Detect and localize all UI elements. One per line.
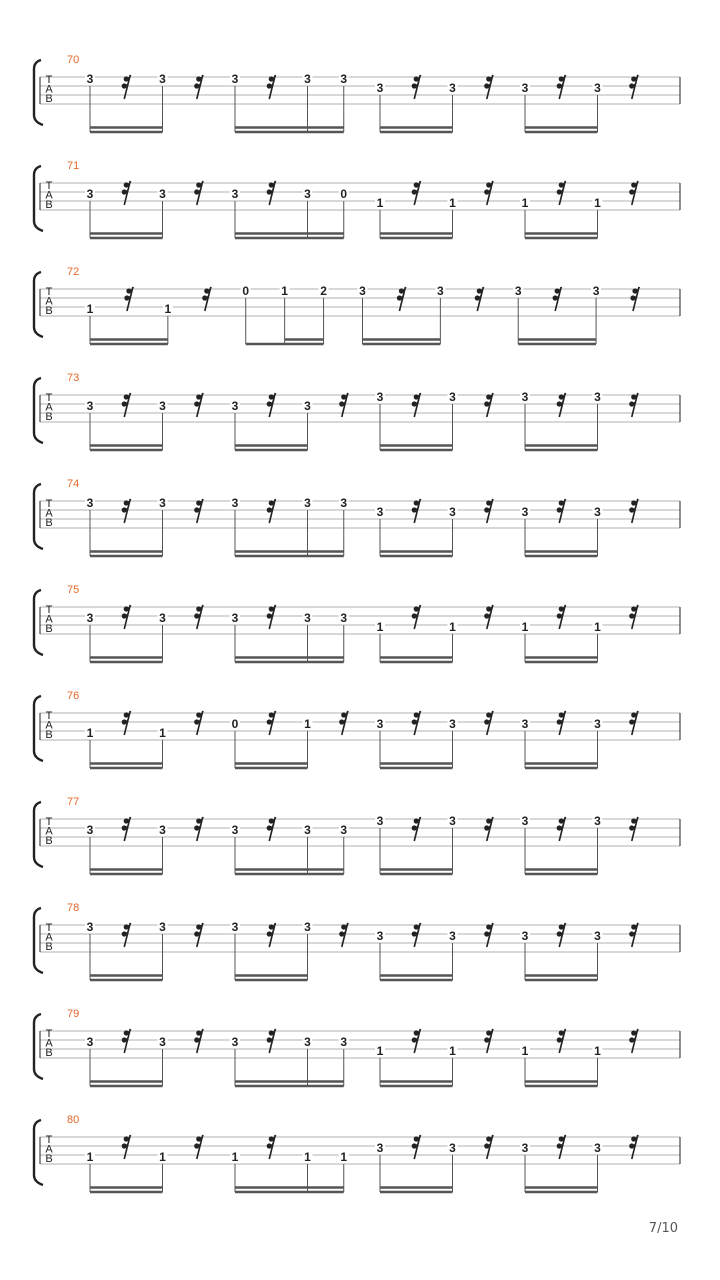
fret-number: 3 — [159, 399, 166, 413]
fret-number: 2 — [320, 284, 327, 298]
fret-number: 3 — [521, 717, 529, 731]
system-bracket — [34, 590, 43, 655]
fret-number: 3 — [304, 187, 311, 201]
fret-number: 3 — [449, 717, 456, 731]
fret-number: 3 — [159, 823, 166, 837]
fret-number: 0 — [231, 717, 239, 731]
fret-number: 3 — [159, 920, 166, 934]
fret-number: 1 — [594, 620, 601, 634]
fret-number: 1 — [86, 726, 94, 740]
fret-number: 3 — [376, 390, 384, 404]
fret-number: 3 — [86, 1035, 94, 1049]
fret-number: 1 — [164, 302, 172, 316]
tab-clef-letter: A — [45, 507, 53, 520]
fret-number: 3 — [376, 814, 384, 828]
system-bracket — [34, 60, 43, 125]
fret-number: 3 — [376, 929, 384, 943]
fret-number: 0 — [242, 284, 250, 298]
fret-number: 3 — [437, 284, 444, 298]
fret-number: 1 — [304, 1150, 311, 1164]
measure-number: 77 — [67, 796, 80, 808]
system-bracket — [34, 696, 43, 761]
system-bracket — [34, 1014, 43, 1079]
fret-number: 1 — [86, 1150, 94, 1164]
fret-number: 3 — [594, 390, 601, 404]
fret-number: 3 — [231, 920, 239, 934]
fret-number: 3 — [449, 390, 456, 404]
tab-clef-letter: B — [45, 1153, 53, 1165]
tab-clef-letter: T — [45, 816, 53, 828]
tab-clef-letter: T — [45, 74, 53, 86]
tab-clef-letter: T — [45, 922, 53, 934]
fret-number: 3 — [594, 81, 601, 95]
fret-number: 1 — [376, 620, 384, 634]
fret-number: 3 — [521, 929, 529, 943]
system-bracket — [34, 378, 43, 443]
tab-clef-letter: T — [45, 710, 53, 722]
measure-number: 73 — [67, 372, 80, 384]
system-bracket — [34, 908, 43, 973]
tab-clef-letter: T — [45, 392, 53, 404]
tab-clef-letter: A — [45, 1037, 53, 1050]
fret-number: 3 — [340, 611, 348, 625]
fret-number: 3 — [449, 929, 456, 943]
system-bracket — [34, 802, 43, 867]
fret-number: 1 — [594, 196, 601, 210]
fret-number: 3 — [86, 611, 94, 625]
fret-number: 3 — [304, 823, 311, 837]
tab-clef-letter: T — [45, 604, 53, 616]
tab-clef-letter: A — [45, 1143, 53, 1156]
fret-number: 3 — [594, 717, 601, 731]
fret-number: 3 — [159, 187, 166, 201]
fret-number: 1 — [376, 196, 384, 210]
fret-number: 3 — [304, 1035, 311, 1049]
fret-number: 3 — [231, 611, 239, 625]
fret-number: 1 — [340, 1150, 348, 1164]
fret-number: 3 — [449, 505, 456, 519]
fret-number: 3 — [376, 81, 384, 95]
measure-number: 80 — [67, 1114, 80, 1126]
fret-number: 3 — [521, 1141, 529, 1155]
fret-number: 3 — [231, 187, 239, 201]
fret-number: 1 — [304, 717, 311, 731]
fret-number: 3 — [594, 505, 601, 519]
tab-clef-letter: B — [45, 835, 53, 847]
fret-number: 3 — [340, 823, 348, 837]
fret-number: 3 — [594, 1141, 601, 1155]
fret-number: 1 — [521, 1044, 529, 1058]
tab-clef-letter: B — [45, 199, 53, 211]
page-number: 7/10 — [648, 1221, 678, 1236]
tab-clef-letter: B — [45, 305, 53, 317]
fret-number: 3 — [521, 814, 529, 828]
fret-number: 3 — [521, 390, 529, 404]
fret-number: 3 — [231, 496, 239, 510]
fret-number: 1 — [521, 620, 529, 634]
fret-number: 3 — [594, 929, 601, 943]
fret-number: 1 — [159, 1150, 166, 1164]
tab-clef-letter: A — [45, 931, 53, 944]
fret-number: 1 — [231, 1150, 239, 1164]
fret-number: 3 — [521, 505, 529, 519]
fret-number: 3 — [159, 496, 166, 510]
fret-number: 3 — [159, 611, 166, 625]
measure-number: 72 — [67, 266, 80, 278]
fret-number: 1 — [86, 302, 94, 316]
fret-number: 3 — [376, 505, 384, 519]
fret-number: 3 — [521, 81, 529, 95]
fret-number: 3 — [340, 496, 348, 510]
measure-number: 78 — [67, 902, 80, 914]
tab-clef-letter: A — [45, 83, 53, 96]
tab-clef-letter: T — [45, 180, 53, 192]
fret-number: 1 — [376, 1044, 384, 1058]
fret-number: 3 — [159, 72, 166, 86]
fret-number: 3 — [86, 920, 94, 934]
fret-number: 1 — [521, 196, 529, 210]
fret-number: 3 — [86, 399, 94, 413]
measure-number: 79 — [67, 1008, 80, 1020]
tab-clef-letter: B — [45, 411, 53, 423]
fret-number: 3 — [340, 1035, 348, 1049]
fret-number: 3 — [592, 284, 600, 298]
tab-clef-letter: T — [45, 286, 53, 298]
fret-number: 1 — [159, 726, 166, 740]
fret-number: 3 — [231, 72, 239, 86]
fret-number: 3 — [231, 823, 239, 837]
fret-number: 0 — [340, 187, 348, 201]
fret-number: 3 — [231, 1035, 239, 1049]
tab-clef-letter: B — [45, 729, 53, 741]
tab-clef-letter: B — [45, 623, 53, 635]
measure-number: 74 — [67, 478, 80, 490]
tab-clef-letter: A — [45, 613, 53, 626]
measure-number: 75 — [67, 584, 80, 596]
fret-number: 1 — [449, 1044, 456, 1058]
system-bracket — [34, 166, 43, 231]
fret-number: 3 — [376, 717, 384, 731]
fret-number: 1 — [594, 1044, 601, 1058]
fret-number: 3 — [86, 187, 94, 201]
tab-clef-letter: B — [45, 93, 53, 105]
fret-number: 3 — [304, 920, 311, 934]
fret-number: 3 — [86, 496, 94, 510]
fret-number: 3 — [231, 399, 239, 413]
fret-number: 3 — [514, 284, 522, 298]
system-bracket — [34, 484, 43, 549]
fret-number: 3 — [449, 81, 456, 95]
system-bracket — [34, 1120, 43, 1185]
fret-number: 1 — [281, 284, 288, 298]
fret-number: 3 — [304, 399, 311, 413]
fret-number: 1 — [449, 620, 456, 634]
tab-clef-letter: B — [45, 517, 53, 529]
fret-number: 3 — [304, 496, 311, 510]
measure-number: 70 — [67, 54, 80, 66]
fret-number: 3 — [340, 72, 348, 86]
fret-number: 3 — [86, 823, 94, 837]
tab-clef-letter: B — [45, 941, 53, 953]
tab-clef-letter: A — [45, 401, 53, 414]
measure-number: 71 — [67, 160, 80, 172]
fret-number: 3 — [86, 72, 94, 86]
tab-clef-letter: T — [45, 1134, 53, 1146]
tab-clef-letter: T — [45, 498, 53, 510]
measure-number: 76 — [67, 690, 80, 702]
fret-number: 3 — [304, 72, 311, 86]
fret-number: 3 — [359, 284, 366, 298]
tab-clef-letter: A — [45, 825, 53, 838]
fret-number: 3 — [594, 814, 601, 828]
fret-number: 1 — [449, 196, 456, 210]
tab-clef-letter: B — [45, 1047, 53, 1059]
system-bracket — [34, 272, 43, 337]
fret-number: 3 — [159, 1035, 166, 1049]
fret-number: 3 — [376, 1141, 384, 1155]
tab-clef-letter: A — [45, 295, 53, 308]
fret-number: 3 — [304, 611, 311, 625]
tab-clef-letter: A — [45, 719, 53, 732]
tab-clef-letter: T — [45, 1028, 53, 1040]
tab-clef-letter: A — [45, 189, 53, 202]
fret-number: 3 — [449, 1141, 456, 1155]
fret-number: 3 — [449, 814, 456, 828]
